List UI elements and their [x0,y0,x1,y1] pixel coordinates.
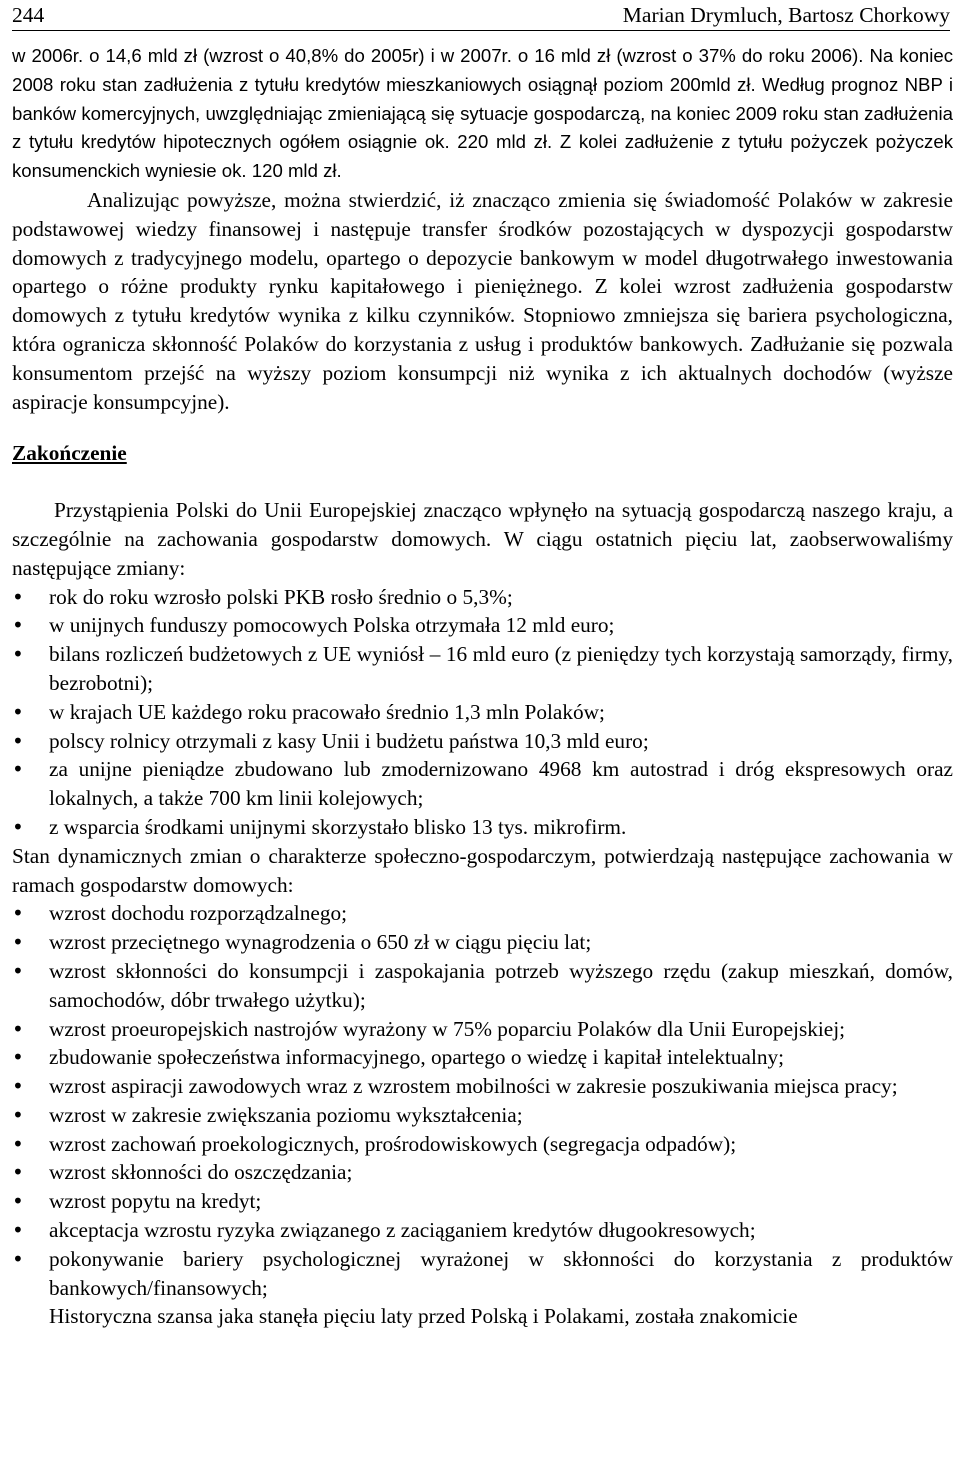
list-item: • w unijnych funduszy pomocowych Polska otrzymała 12 mld euro; [12,611,953,640]
list-item: • bilans rozliczeń budżetowych z UE wyniósł – 16 mld euro (z pieniędzy tych korzystają samorządy, firmy, bezrobotni); [12,640,953,698]
list-item: • wzrost w zakresie zwiększania poziomu wykształcenia; [12,1101,953,1130]
trailing-text-line: Historyczna szansa jaka stanęła pięciu laty przed Polską i Polakami, została znakomicie [49,1304,798,1329]
running-header [12,0,950,31]
list-item: • wzrost skłonności do oszczędzania; [12,1158,953,1187]
list-item: • zbudowanie społeczeństwa informacyjnego, opartego o wiedzę i kapitał intelektualny; [12,1043,953,1072]
list-item: • wzrost popytu na kredyt; [12,1187,953,1216]
list-item: • w krajach UE każdego roku pracowało średnio 1,3 mln Polaków; [12,698,953,727]
list-item: • pokonywanie bariery psychologicznej wyrażonej w skłonności do korzystania z produktów bankowych/finansowych; [12,1245,953,1303]
page-content [12,42,953,1331]
heading-spacer [12,468,953,496]
household-behaviour-list [12,899,953,1331]
paragraph-analysis: Analizując powyższe, można stwierdzić, iż znacząco zmienia się świadomość Polaków w zakresie podstawowej wiedzy finansowej i następuje transfer środków pozostających w dyspozycji gospodarstw domowych z tradycyjnego modelu, opartego o depozycie bankowym w model długotrwałego inwestowania opartego o różne produkty rynku kapitałowego i pieniężnego. Z kolei wzrost zadłużenia gospodarstw domowych z tytułu kredytów wynika z kilku czynników. Stopniowo zmniejsza się bariera psychologiczna, która ogranicza skłonność Polaków do korzystania z usług i produktów bankowych. Zadłużanie się pozwala konsumentom przejść na wyższy poziom konsumpcji niż wynika z ich aktualnych dochodów (wyższe aspiracje konsumpcyjne). [12,187,953,414]
eu-changes-list [12,583,953,842]
paragraph-debt-forecast: w 2006r. o 14,6 mld zł (wzrost o 40,8% do 2005r) i w 2007r. o 16 mld zł (wzrost o 37% do roku 2006). Na koniec 2008 roku stan zadłużenia z tytułu kredytów mieszkaniowych osiągnął poziom 200mld zł. Według prognoz NBP i banków komercyjnych, uwzględniając zmieniającą się sytuacje gospodarczą, na koniec 2009 roku stan zadłużenia z tytułu kredytów hipotecznych ogółem osiągnie ok. 220 mld zł. Z kolei zadłużenie z tytułu pożyczek pożyczek konsumenckich wyniesie ok. 120 mld zł. [12,45,953,182]
page-number: 244 [12,3,45,27]
list-item: • akceptacja wzrostu ryzyka związanego z zaciąganiem kredytów długookresowych; [12,1216,953,1245]
list-item: • wzrost proeuropejskich nastrojów wyrażony w 75% poparciu Polaków dla Unii Europejskiej; [12,1015,953,1044]
list-item: • wzrost dochodu rozporządzalnego; [12,899,953,928]
list-item: • polscy rolnicy otrzymali z kasy Unii i budżetu państwa 10,3 mld euro; [12,727,953,756]
paragraph-eu-accession: Przystąpienia Polski do Unii Europejskiej znacząco wpłynęło na sytuacją gospodarczą naszego kraju, a szczególnie na zachowania gospodarstw domowych. W ciągu ostatnich pięciu lat, zaobserwowaliśmy następujące zmiany: [12,498,953,580]
header-authors: Marian Drymluch, Bartosz Chorkowy [622,3,950,27]
list-item: • wzrost skłonności do konsumpcji i zaspokajania potrzeb wyższego rzędu (zakup mieszkań, domów, samochodów, dóbr trwałego użytku); [12,957,953,1015]
paragraph-household-changes: Stan dynamicznych zmian o charakterze społeczno-gospodarczym, potwierdzają następujące zachowania w ramach gospodarstw domowych: [12,843,953,897]
list-item: • wzrost przeciętnego wynagrodzenia o 650 zł w ciągu pięciu lat; [12,928,953,957]
list-item: • wzrost zachowań proekologicznych, prośrodowiskowych (segregacja odpadów); [12,1130,953,1159]
list-item: • rok do roku wzrosło polski PKB rosło średnio o 5,3%; [12,583,953,612]
section-heading-conclusion: Zakończenie [12,441,127,466]
list-item: • za unijne pieniądze zbudowano lub zmodernizowano 4968 km autostrad i dróg ekspresowych oraz lokalnych, a także 700 km linii kolejowych; [12,755,953,813]
list-item: • z wsparcia środkami unijnymi skorzystało blisko 13 tys. mikrofirm. [12,813,953,842]
list-item: • wzrost aspiracji zawodowych wraz z wzrostem mobilności w zakresie poszukiwania miejsca pracy; [12,1072,953,1101]
